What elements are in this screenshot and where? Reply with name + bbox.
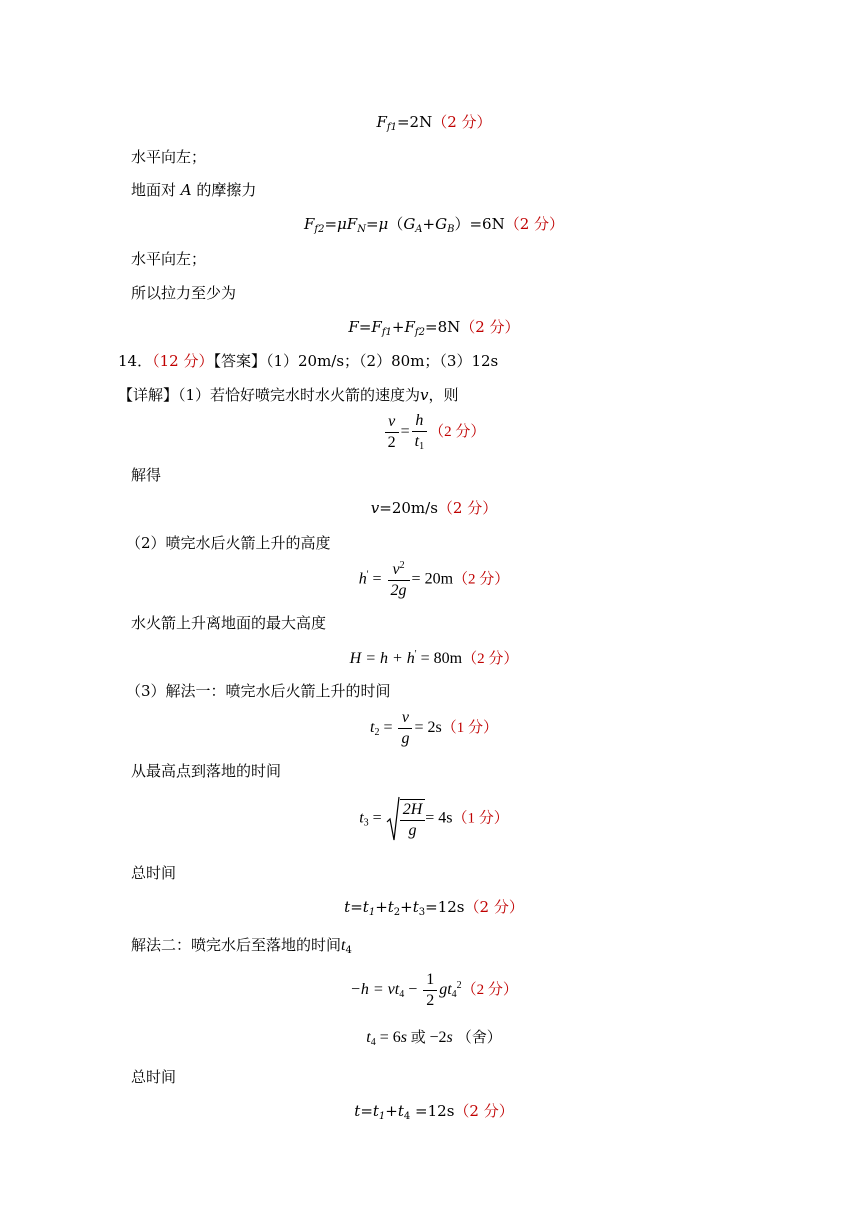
score-label: （2 分） [460, 318, 520, 336]
method2-text: 解法二：喷完水后至落地的时间$t_4$ [131, 936, 352, 956]
total-time-text-2: 总时间 [131, 1068, 177, 1086]
score-label: （1 分） [452, 810, 509, 827]
direction-text-2: 水平向左； [131, 250, 207, 268]
score-label: （2 分） [454, 1102, 514, 1120]
height-after-spray-equation: h' = $\frac{v^2}{2g}$ = 20m（2 分） [358, 560, 510, 599]
t4-solution: $t_4 = 6s$ 或 −2s （舍） [366, 1029, 502, 1048]
score-label: （2 分） [437, 499, 498, 517]
max-height-text: 水火箭上升离地面的最大高度 [131, 614, 327, 632]
velocity-ratio-equation: $\frac{v}{2}$ = $\frac{h}{t_1}$ （2 分） [0, 413, 868, 452]
friction-f1-equation: $F_{f1}=2N(2$ 分） [376, 113, 492, 133]
max-height-equation: H = h + h' = 80m（2 分） [349, 649, 519, 667]
friction-f2-equation: $F_{f2}=\mu F_N=\mu(G_A+G_B)=6N(2$ 分） [303, 215, 565, 235]
fall-time-equation: $t_3$ = $\frac{2H}{g}$ = 4s（1 分） [0, 796, 868, 842]
score-label: （2 分） [461, 982, 518, 999]
sqrt-symbol: $\frac{2H}{g}$ [386, 796, 426, 842]
velocity-result: v=20m/s（2 分） [370, 499, 498, 517]
direction-text: 水平向左； [131, 148, 207, 166]
total-time-equation-2: $t=t_1+t_4 =12s(2$ 分） [354, 1102, 514, 1122]
method2-equation: $-h = vt_4$ − $\frac{1}{2}$ $gt_4^2(2$ 分） [350, 971, 518, 1009]
min-force-text: 所以拉力至少为 [131, 284, 237, 302]
fall-time-text: 从最高点到落地的时间 [131, 762, 282, 780]
score-label: （1 分） [441, 720, 498, 737]
total-force-equation: $F=F_{f1}+F_{f2}=8N(2$ 分） [348, 318, 520, 338]
part3-text: （3）解法一：喷完水后火箭上升的时间 [126, 682, 391, 700]
score-label: （2 分） [462, 651, 519, 667]
score-label: （2 分） [453, 571, 510, 588]
score-label: （2 分） [429, 424, 486, 441]
total-time-text-1: 总时间 [131, 864, 177, 882]
part2-text: （2）喷完水后火箭上升的高度 [126, 534, 331, 552]
question-14-answer: 14．（12 分）【答案】（1）20m/s；（2）80m；（3）12s [118, 352, 499, 370]
ground-friction-text: 地面对 A 的摩擦力 [131, 181, 257, 199]
detail-part1: 【详解】（1）若恰好喷完水时水火箭的速度为v，则 [118, 386, 459, 404]
score-label: （2 分） [432, 113, 492, 131]
solve-text: 解得 [131, 466, 162, 484]
total-time-equation-1: $t=t_1+t_2+t_3=12s(2$ 分） [344, 898, 524, 918]
score-label: （2 分） [464, 898, 524, 916]
score-label: （2 分） [504, 215, 565, 233]
rise-time-equation: $t_2$ = $\frac{v}{g}$ = 2s（1 分） [370, 709, 498, 747]
